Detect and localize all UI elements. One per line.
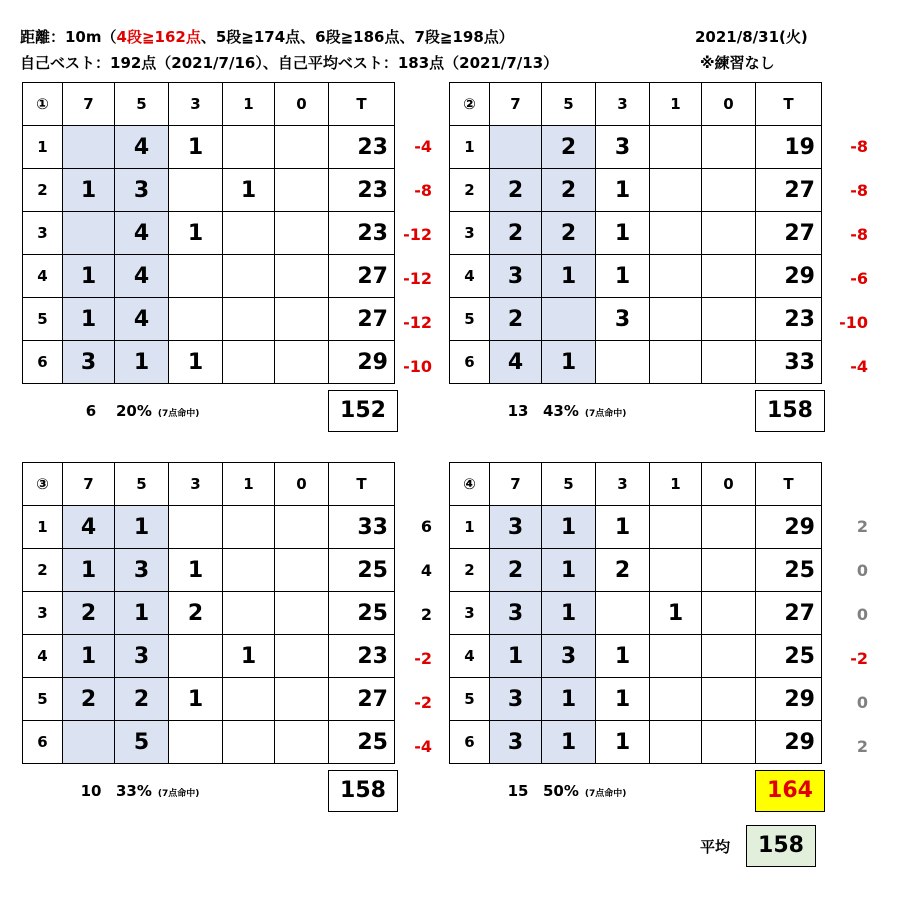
- count-cell: 1: [650, 592, 702, 635]
- count-cell: 1: [542, 678, 596, 721]
- count-cell: 2: [490, 549, 542, 592]
- count-cell: [223, 506, 275, 549]
- dan-thresholds: 、5段≧174点、6段≧186点、7段≧198点）: [200, 28, 514, 46]
- count-cell: [275, 592, 329, 635]
- count-cell: [275, 255, 329, 298]
- count-cell: [169, 506, 223, 549]
- count-cell: [702, 506, 756, 549]
- hit-count: 15: [507, 782, 529, 800]
- count-cell: [650, 721, 702, 764]
- count-cell: [702, 298, 756, 341]
- count-cell: 1: [542, 341, 596, 384]
- count-cell: 1: [63, 169, 115, 212]
- hit-note: (7点命中): [584, 409, 627, 419]
- count-cell: [650, 298, 702, 341]
- end-row: [450, 298, 822, 341]
- end-number: 3: [23, 212, 63, 255]
- count-cell: [275, 635, 329, 678]
- round-total: 158: [755, 390, 825, 432]
- score-diff: 2: [856, 737, 868, 756]
- end-number: 2: [450, 169, 490, 212]
- column-header: T: [756, 83, 822, 126]
- count-cell: [169, 255, 223, 298]
- end-total: 29: [329, 341, 395, 384]
- count-cell: [650, 255, 702, 298]
- practice-note: ※練習なし: [700, 54, 775, 72]
- score-diff: 0: [856, 693, 868, 712]
- end-row: [23, 212, 395, 255]
- column-header: 0: [275, 83, 329, 126]
- count-cell: 1: [169, 126, 223, 169]
- end-number: 5: [23, 298, 63, 341]
- end-number: 3: [450, 212, 490, 255]
- hit-percent: 43%: [543, 402, 579, 420]
- score-diff: 4: [420, 561, 432, 580]
- column-header: 5: [115, 463, 169, 506]
- count-cell: 1: [542, 592, 596, 635]
- count-cell: 1: [542, 721, 596, 764]
- count-cell: 1: [169, 549, 223, 592]
- end-row: [450, 635, 822, 678]
- count-cell: 1: [596, 506, 650, 549]
- count-cell: 5: [115, 721, 169, 764]
- count-cell: [63, 212, 115, 255]
- end-number: 6: [23, 721, 63, 764]
- hit-summary: [501, 402, 626, 420]
- count-cell: [223, 341, 275, 384]
- column-header: 5: [542, 463, 596, 506]
- hit-summary: [501, 782, 626, 800]
- count-cell: 4: [490, 341, 542, 384]
- hit-percent: 33%: [116, 782, 152, 800]
- count-cell: 2: [596, 549, 650, 592]
- count-cell: 3: [490, 592, 542, 635]
- count-cell: [650, 126, 702, 169]
- score-diff: -2: [414, 693, 432, 712]
- count-cell: 2: [542, 169, 596, 212]
- count-cell: [702, 255, 756, 298]
- score-diff: -10: [403, 357, 432, 376]
- count-cell: 3: [115, 635, 169, 678]
- end-number: 1: [23, 506, 63, 549]
- count-cell: [63, 126, 115, 169]
- end-row: [450, 126, 822, 169]
- end-row: [450, 721, 822, 764]
- column-header: 7: [490, 463, 542, 506]
- round-4-table: [449, 462, 822, 764]
- end-row: [450, 678, 822, 721]
- count-cell: 3: [63, 341, 115, 384]
- count-cell: [169, 169, 223, 212]
- end-number: 6: [23, 341, 63, 384]
- score-diff: 2: [856, 517, 868, 536]
- end-total: 27: [329, 298, 395, 341]
- end-row: [23, 126, 395, 169]
- column-header: 3: [169, 83, 223, 126]
- end-row: [23, 506, 395, 549]
- end-row: [23, 592, 395, 635]
- count-cell: [702, 169, 756, 212]
- count-cell: [650, 169, 702, 212]
- date: 2021/8/31(火): [695, 28, 808, 46]
- count-cell: [275, 549, 329, 592]
- count-cell: 1: [115, 341, 169, 384]
- count-cell: [223, 298, 275, 341]
- count-cell: [223, 721, 275, 764]
- end-number: 5: [450, 298, 490, 341]
- end-total: 25: [329, 721, 395, 764]
- average-label: 平均: [700, 838, 731, 856]
- column-header: 7: [63, 83, 115, 126]
- end-number: 3: [450, 592, 490, 635]
- count-cell: 2: [490, 212, 542, 255]
- count-cell: 1: [596, 255, 650, 298]
- count-cell: 1: [596, 169, 650, 212]
- count-cell: 2: [63, 592, 115, 635]
- count-cell: 3: [115, 549, 169, 592]
- round-label: ①: [23, 83, 63, 126]
- column-header: 0: [702, 83, 756, 126]
- end-number: 1: [450, 506, 490, 549]
- hit-count: 6: [85, 402, 97, 420]
- count-cell: [223, 549, 275, 592]
- column-header: 3: [596, 463, 650, 506]
- count-cell: [702, 635, 756, 678]
- end-number: 4: [450, 255, 490, 298]
- count-cell: [702, 721, 756, 764]
- score-diff: 0: [856, 561, 868, 580]
- count-cell: 1: [490, 635, 542, 678]
- end-number: 6: [450, 721, 490, 764]
- end-number: 2: [23, 169, 63, 212]
- end-number: 1: [23, 126, 63, 169]
- count-cell: 1: [63, 255, 115, 298]
- count-cell: [650, 635, 702, 678]
- count-cell: 2: [490, 298, 542, 341]
- count-cell: 1: [223, 635, 275, 678]
- distance-prefix: 距離：10m（: [20, 28, 117, 46]
- end-total: 25: [756, 635, 822, 678]
- count-cell: [650, 506, 702, 549]
- round-2-table: [449, 82, 822, 384]
- end-number: 5: [450, 678, 490, 721]
- round-3-table: [22, 462, 395, 764]
- hit-percent: 50%: [543, 782, 579, 800]
- round-total: 152: [328, 390, 398, 432]
- count-cell: 4: [63, 506, 115, 549]
- end-number: 2: [450, 549, 490, 592]
- count-cell: 1: [115, 592, 169, 635]
- count-cell: [223, 255, 275, 298]
- hit-note: (7点命中): [584, 789, 627, 799]
- count-cell: 1: [542, 255, 596, 298]
- count-cell: 3: [596, 126, 650, 169]
- count-cell: [702, 549, 756, 592]
- score-diff: -4: [414, 737, 432, 756]
- dan4-threshold: 4段≧162点: [116, 28, 201, 46]
- count-cell: [650, 212, 702, 255]
- count-cell: [650, 678, 702, 721]
- end-row: [450, 341, 822, 384]
- end-row: [23, 255, 395, 298]
- count-cell: 1: [596, 678, 650, 721]
- hit-summary: [74, 402, 199, 420]
- end-number: 4: [23, 255, 63, 298]
- column-header: 1: [650, 463, 702, 506]
- distance-line: [20, 26, 514, 47]
- personal-best-line: 自己ベスト：192点（2021/7/16）、自己平均ベスト：183点（2021/7/13）: [20, 54, 559, 72]
- score-diff: -8: [850, 137, 868, 156]
- end-total: 19: [756, 126, 822, 169]
- count-cell: 3: [490, 255, 542, 298]
- score-diff: -12: [403, 269, 432, 288]
- end-row: [450, 549, 822, 592]
- column-header: 0: [702, 463, 756, 506]
- end-total: 29: [756, 721, 822, 764]
- score-diff: -10: [839, 313, 868, 332]
- count-cell: 2: [542, 126, 596, 169]
- hit-note: (7点命中): [157, 789, 200, 799]
- score-diff: -2: [414, 649, 432, 668]
- count-cell: 2: [115, 678, 169, 721]
- count-cell: 3: [596, 298, 650, 341]
- count-cell: 2: [542, 212, 596, 255]
- column-header: 5: [542, 83, 596, 126]
- end-row: [23, 635, 395, 678]
- end-total: 25: [329, 592, 395, 635]
- score-diff: -4: [850, 357, 868, 376]
- score-diff: -8: [850, 225, 868, 244]
- end-total: 23: [329, 212, 395, 255]
- end-number: 2: [23, 549, 63, 592]
- score-diff: 2: [420, 605, 432, 624]
- hit-count: 13: [507, 402, 529, 420]
- count-cell: [650, 341, 702, 384]
- count-cell: [63, 721, 115, 764]
- score-diff: 6: [420, 517, 432, 536]
- count-cell: [596, 592, 650, 635]
- end-total: 25: [756, 549, 822, 592]
- score-diff: 0: [856, 605, 868, 624]
- column-header: T: [756, 463, 822, 506]
- end-total: 29: [756, 506, 822, 549]
- round-total: 158: [328, 770, 398, 812]
- end-total: 27: [329, 255, 395, 298]
- end-total: 33: [329, 506, 395, 549]
- count-cell: 3: [115, 169, 169, 212]
- score-diff: -12: [403, 225, 432, 244]
- end-total: 23: [329, 635, 395, 678]
- count-cell: [169, 635, 223, 678]
- end-row: [23, 549, 395, 592]
- count-cell: 1: [596, 721, 650, 764]
- count-cell: [275, 126, 329, 169]
- end-number: 6: [450, 341, 490, 384]
- count-cell: [650, 549, 702, 592]
- column-header: 1: [223, 463, 275, 506]
- column-header: 3: [596, 83, 650, 126]
- count-cell: 1: [169, 341, 223, 384]
- end-total: 23: [756, 298, 822, 341]
- count-cell: 2: [490, 169, 542, 212]
- end-total: 27: [329, 678, 395, 721]
- count-cell: [223, 126, 275, 169]
- hit-summary: [74, 782, 199, 800]
- count-cell: [702, 341, 756, 384]
- column-header: T: [329, 83, 395, 126]
- column-header: 5: [115, 83, 169, 126]
- column-header: 7: [490, 83, 542, 126]
- hit-count: 10: [80, 782, 102, 800]
- count-cell: 1: [115, 506, 169, 549]
- count-cell: 1: [63, 635, 115, 678]
- end-total: 23: [329, 126, 395, 169]
- count-cell: [223, 212, 275, 255]
- end-row: [450, 212, 822, 255]
- count-cell: [275, 169, 329, 212]
- column-header: 1: [650, 83, 702, 126]
- end-number: 3: [23, 592, 63, 635]
- count-cell: 1: [542, 549, 596, 592]
- count-cell: 3: [490, 678, 542, 721]
- count-cell: [275, 212, 329, 255]
- count-cell: 3: [490, 506, 542, 549]
- round-label: ②: [450, 83, 490, 126]
- count-cell: [702, 212, 756, 255]
- count-cell: [490, 126, 542, 169]
- count-cell: 4: [115, 212, 169, 255]
- end-row: [450, 506, 822, 549]
- score-diff: -6: [850, 269, 868, 288]
- count-cell: 1: [63, 549, 115, 592]
- count-cell: 4: [115, 255, 169, 298]
- count-cell: 4: [115, 298, 169, 341]
- end-number: 4: [23, 635, 63, 678]
- end-total: 29: [756, 678, 822, 721]
- count-cell: [223, 592, 275, 635]
- end-total: 27: [756, 592, 822, 635]
- end-row: [450, 169, 822, 212]
- end-row: [23, 169, 395, 212]
- count-cell: [596, 341, 650, 384]
- count-cell: 2: [169, 592, 223, 635]
- round-total: 164: [755, 770, 825, 812]
- column-header: 7: [63, 463, 115, 506]
- round-label: ④: [450, 463, 490, 506]
- column-header: 3: [169, 463, 223, 506]
- round-label: ③: [23, 463, 63, 506]
- count-cell: 1: [169, 212, 223, 255]
- count-cell: 4: [115, 126, 169, 169]
- end-number: 4: [450, 635, 490, 678]
- end-row: [23, 721, 395, 764]
- column-header: 0: [275, 463, 329, 506]
- count-cell: [702, 126, 756, 169]
- count-cell: [275, 721, 329, 764]
- count-cell: 3: [542, 635, 596, 678]
- end-number: 5: [23, 678, 63, 721]
- count-cell: 1: [169, 678, 223, 721]
- end-total: 33: [756, 341, 822, 384]
- count-cell: [275, 341, 329, 384]
- end-total: 23: [329, 169, 395, 212]
- average-total: 158: [746, 825, 816, 867]
- count-cell: [169, 721, 223, 764]
- score-diff: -8: [850, 181, 868, 200]
- hit-percent: 20%: [116, 402, 152, 420]
- end-total: 29: [756, 255, 822, 298]
- end-row: [23, 298, 395, 341]
- end-total: 25: [329, 549, 395, 592]
- column-header: 1: [223, 83, 275, 126]
- count-cell: 1: [596, 635, 650, 678]
- score-diff: -2: [850, 649, 868, 668]
- round-1-table: [22, 82, 395, 384]
- count-cell: 1: [63, 298, 115, 341]
- hit-note: (7点命中): [157, 409, 200, 419]
- count-cell: 1: [542, 506, 596, 549]
- count-cell: [275, 678, 329, 721]
- score-diff: -12: [403, 313, 432, 332]
- count-cell: 1: [223, 169, 275, 212]
- score-diff: -4: [414, 137, 432, 156]
- count-cell: 3: [490, 721, 542, 764]
- count-cell: 1: [596, 212, 650, 255]
- count-cell: [169, 298, 223, 341]
- count-cell: [542, 298, 596, 341]
- end-row: [23, 341, 395, 384]
- end-row: [23, 678, 395, 721]
- end-row: [450, 592, 822, 635]
- end-row: [450, 255, 822, 298]
- end-number: 1: [450, 126, 490, 169]
- end-total: 27: [756, 169, 822, 212]
- count-cell: [223, 678, 275, 721]
- count-cell: [702, 592, 756, 635]
- count-cell: [275, 506, 329, 549]
- column-header: T: [329, 463, 395, 506]
- score-diff: -8: [414, 181, 432, 200]
- count-cell: [702, 678, 756, 721]
- count-cell: 2: [63, 678, 115, 721]
- count-cell: [275, 298, 329, 341]
- end-total: 27: [756, 212, 822, 255]
